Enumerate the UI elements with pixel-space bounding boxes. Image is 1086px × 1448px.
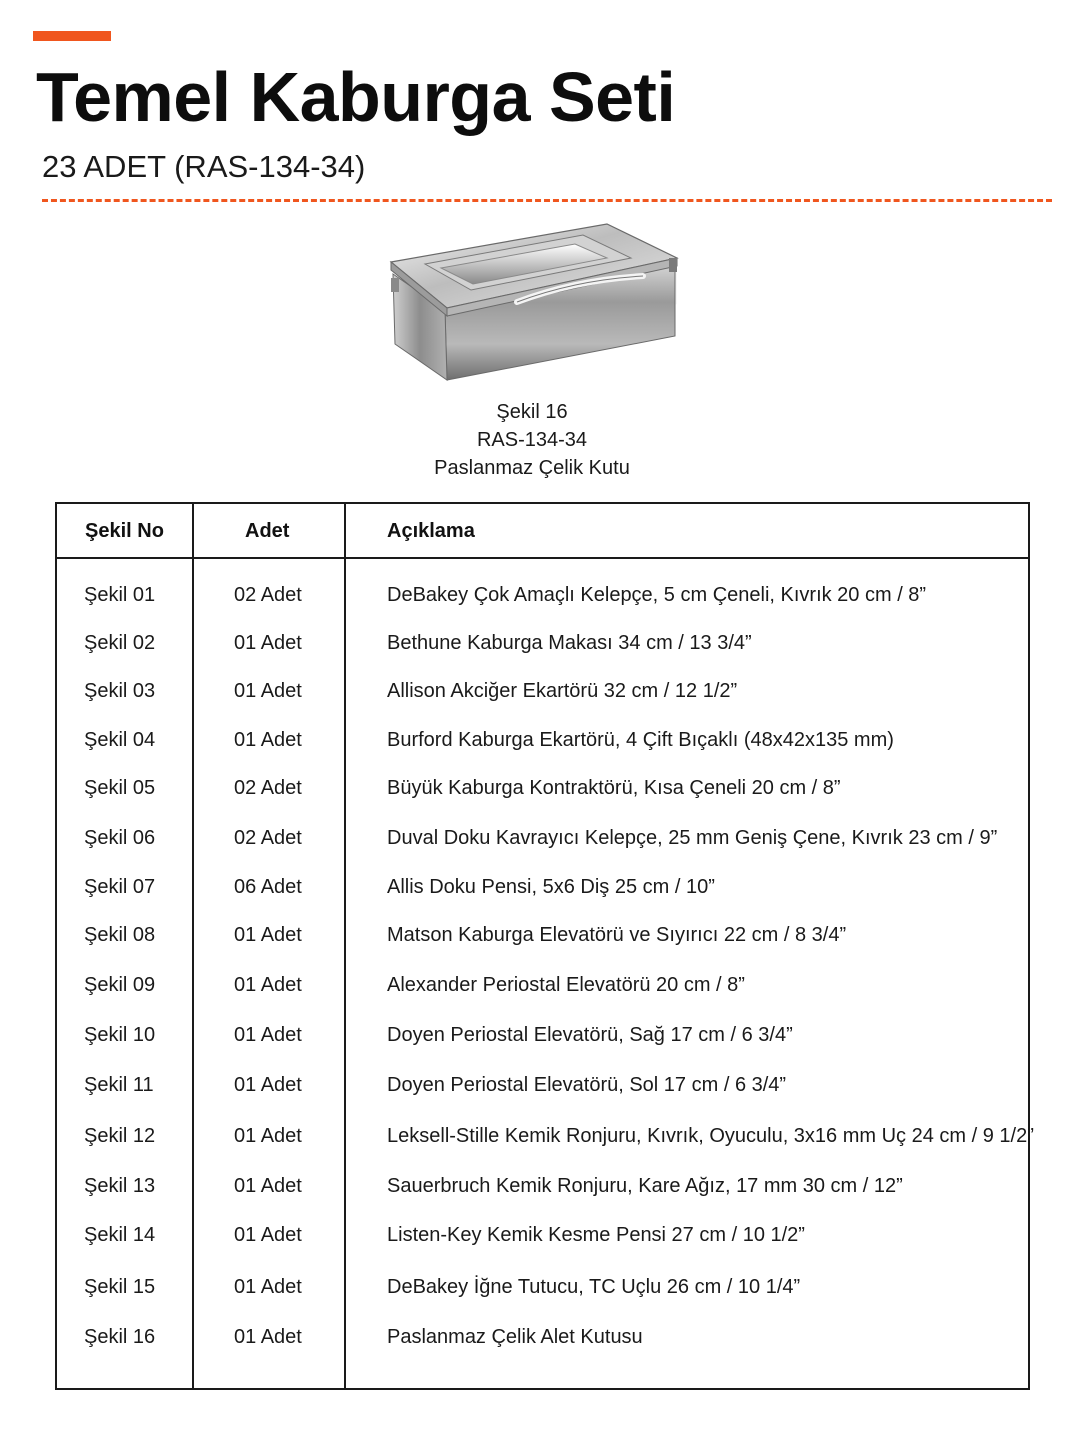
row-quantity: 01 Adet [234, 1175, 302, 1197]
row-description: Bethune Kaburga Makası 34 cm / 13 3/4” [387, 632, 752, 654]
row-figure-no: Şekil 12 [84, 1125, 156, 1147]
header-adet: Adet [245, 520, 290, 542]
row-description: DeBakey Çok Amaçlı Kelepçe, 5 cm Çeneli, Kıvrık 20 cm / 8” [387, 584, 927, 606]
row-figure-no: Şekil 07 [84, 876, 156, 898]
row-quantity: 01 Adet [234, 974, 302, 996]
dashed-divider [42, 199, 1052, 202]
table-row [57, 1171, 1028, 1201]
row-quantity: 01 Adet [234, 1326, 302, 1348]
row-quantity: 01 Adet [234, 924, 302, 946]
row-figure-no: Şekil 01 [84, 584, 156, 606]
table-row [57, 1121, 1034, 1151]
row-figure-no: Şekil 08 [84, 924, 156, 946]
row-description: Paslanmaz Çelik Alet Kutusu [387, 1326, 643, 1348]
table-row [57, 823, 1028, 853]
row-quantity: 01 Adet [234, 1024, 302, 1046]
row-description: Sauerbruch Kemik Ronjuru, Kare Ağız, 17 mm 30 cm / 12” [387, 1175, 903, 1197]
row-description: Büyük Kaburga Kontraktörü, Kısa Çeneli 20 cm / 8” [387, 777, 841, 799]
row-quantity: 01 Adet [234, 632, 302, 654]
table-row [57, 1272, 1028, 1302]
row-description: Doyen Periostal Elevatörü, Sağ 17 cm / 6 3/4” [387, 1024, 793, 1046]
table-row [57, 676, 1028, 706]
row-description: DeBakey İğne Tutucu, TC Uçlu 26 cm / 10 1/4” [387, 1276, 801, 1298]
row-quantity: 02 Adet [234, 777, 302, 799]
row-description: Alexander Periostal Elevatörü 20 cm / 8” [387, 974, 745, 996]
row-description: Leksell-Stille Kemik Ronjuru, Kıvrık, Oyuculu, 3x16 mm Uç 24 cm / 9 1/2” [387, 1125, 1034, 1147]
row-description: Matson Kaburga Elevatörü ve Sıyırıcı 22 cm / 8 3/4” [387, 924, 847, 946]
row-description: Duval Doku Kavrayıcı Kelepçe, 25 mm Geniş Çene, Kıvrık 23 cm / 9” [387, 827, 998, 849]
table-row [57, 1020, 1028, 1050]
row-quantity: 01 Adet [234, 1224, 302, 1246]
page-title: Temel Kaburga Seti [36, 58, 676, 136]
table-row [57, 725, 1028, 755]
caption-product-code: RAS-134-34 [476, 429, 588, 451]
stainless-steel-box-image [385, 218, 685, 386]
row-quantity: 01 Adet [234, 1276, 302, 1298]
row-quantity: 01 Adet [234, 680, 302, 702]
row-description: Allison Akciğer Ekartörü 32 cm / 12 1/2” [387, 680, 738, 702]
table-row [57, 773, 1028, 803]
row-quantity: 01 Adet [234, 729, 302, 751]
row-description: Burford Kaburga Ekartörü, 4 Çift Bıçaklı (48x42x135 mm) [387, 729, 894, 751]
table-row [57, 920, 1028, 950]
figure-caption [382, 398, 682, 482]
table-row [57, 628, 1028, 658]
table-row [57, 1322, 1028, 1352]
row-description: Doyen Periostal Elevatörü, Sol 17 cm / 6 3/4” [387, 1074, 787, 1096]
row-figure-no: Şekil 05 [84, 777, 156, 799]
row-quantity: 01 Adet [234, 1125, 302, 1147]
row-description: Listen-Key Kemik Kesme Pensi 27 cm / 10 1/2” [387, 1224, 805, 1246]
row-figure-no: Şekil 11 [84, 1074, 154, 1096]
table-row [57, 1070, 1028, 1100]
row-figure-no: Şekil 16 [84, 1326, 156, 1348]
row-figure-no: Şekil 15 [84, 1276, 156, 1298]
table-row [57, 872, 1028, 902]
row-description: Allis Doku Pensi, 5x6 Diş 25 cm / 10” [387, 876, 715, 898]
table-row [57, 580, 1028, 610]
row-quantity: 02 Adet [234, 584, 302, 606]
header-sekil-no: Şekil No [85, 520, 164, 542]
table-body [57, 504, 1034, 1388]
row-figure-no: Şekil 06 [84, 827, 156, 849]
table-row [57, 1220, 1028, 1250]
row-figure-no: Şekil 13 [84, 1175, 156, 1197]
accent-bar [33, 31, 111, 41]
row-figure-no: Şekil 02 [84, 632, 156, 654]
row-quantity: 02 Adet [234, 827, 302, 849]
caption-product-name: Paslanmaz Çelik Kutu [434, 457, 630, 479]
instrument-table [55, 502, 1034, 1390]
header-aciklama: Açıklama [387, 520, 475, 542]
row-figure-no: Şekil 14 [84, 1224, 156, 1246]
row-quantity: 06 Adet [234, 876, 302, 898]
row-figure-no: Şekil 10 [84, 1024, 156, 1046]
row-quantity: 01 Adet [234, 1074, 302, 1096]
caption-figure-number: Şekil 16 [496, 401, 568, 423]
row-figure-no: Şekil 09 [84, 974, 156, 996]
page-subtitle: 23 ADET (RAS-134-34) [42, 149, 366, 184]
row-figure-no: Şekil 03 [84, 680, 156, 702]
table-row [57, 970, 1028, 1000]
row-figure-no: Şekil 04 [84, 729, 156, 751]
